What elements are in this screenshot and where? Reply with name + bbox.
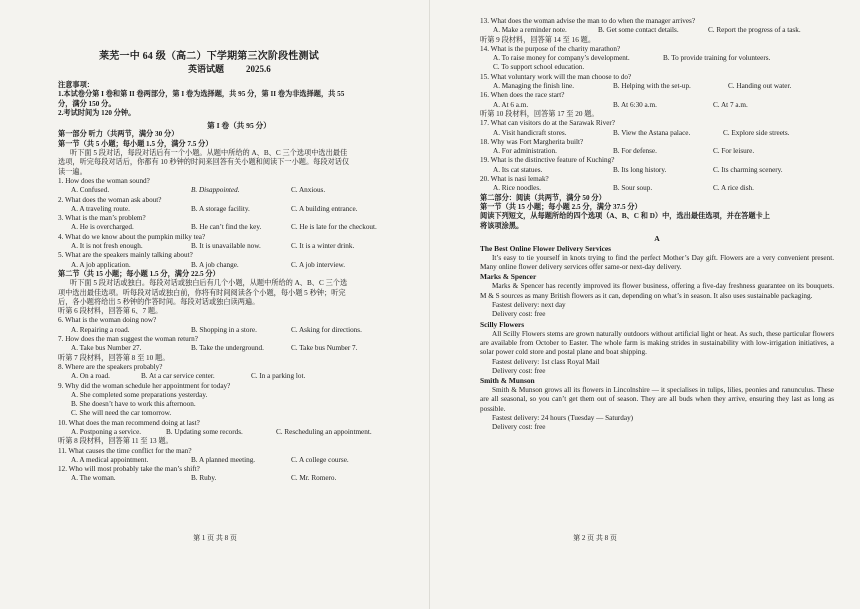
option-row: [58, 205, 420, 214]
option-a: A. Its cat statues.: [493, 165, 543, 174]
option-a: A. Rice noodles.: [493, 184, 541, 193]
question-stem: 11. What causes the time conflict for the man?: [58, 446, 192, 455]
section-heading: 第二节（共 15 小题；每小题 1.5 分，满分 22.5 分）: [58, 269, 220, 278]
directions-line: 读一遍。: [58, 167, 87, 176]
material-instruction: 听第 7 段材料，回答第 8 至 10 题。: [58, 353, 170, 362]
option-c: C. Asking for directions.: [291, 325, 362, 334]
option-row: [58, 474, 420, 483]
note-line: 分，满分 150 分。: [58, 99, 116, 108]
question-stem: 1. How does the woman sound?: [58, 176, 150, 185]
option-row: [58, 261, 420, 270]
subject-label: 英语试题: [188, 64, 225, 74]
material-instruction: 听第 10 段材料，回答第 17 至 20 题。: [480, 109, 599, 118]
option-c: C. She will need the car tomorrow.: [71, 409, 172, 418]
option-b: B. Disappointed.: [191, 186, 240, 195]
option-b: B. Take the underground.: [191, 344, 264, 353]
exam-subtitle: [188, 63, 420, 75]
option-c: C. Explore side streets.: [723, 128, 790, 137]
option-c: C. It is a winter drink.: [291, 242, 355, 251]
vendor-description: All Scilly Flowers stems are grown naturally outdoors without artificial light or heat. As such, these particular flowers are available from October to Easter. The whole farm is making strides in sustainability with low-irrigation initiatives, a solar power cold store and postal plane and boat shipping.: [480, 329, 834, 357]
question-stem: 4. What do we know about the pumpkin milky tea?: [58, 232, 206, 241]
option-a: A. She completed some preparations yesterday.: [71, 390, 208, 399]
option-a: A. Postponing a service.: [71, 427, 142, 436]
notes-heading: 注意事项：: [58, 81, 94, 89]
option-c: C. For leisure.: [713, 147, 755, 156]
option-c: C. A rice dish.: [713, 184, 754, 193]
passage-title: The Best Online Flower Delivery Services: [480, 243, 612, 253]
part-heading: 第二部分：阅读（共两节，满分 50 分）: [480, 193, 606, 202]
option-row: [58, 428, 420, 437]
option-a: A. Take bus Number 27.: [71, 344, 142, 353]
vendor-description: Marks & Spencer has recently improved its flower business, offering a five-day freshness guarantee on its bouquets. M & S sources as many British flowers as it can, depending on what’s in season. It also uses sustainable packaging.: [480, 282, 834, 300]
directions-line: 阅读下列短文，从每题所给的四个选项（A、B、C 和 D）中，选出最佳选项，并在答题卡上: [480, 212, 770, 221]
option-row: [480, 54, 834, 63]
question-stem: 8. Where are the speakers probably?: [58, 362, 163, 371]
material-instruction: 听第 8 段材料，回答第 11 至 13 题。: [58, 437, 173, 446]
option-b: B. Its long history.: [613, 165, 667, 174]
option-b: B. At a car service center.: [141, 372, 215, 381]
directions-line: 后，各小题将给出 5 秒钟的作答时间。每段对话或独白读两遍。: [58, 297, 260, 306]
option-c: C. Report the progress of a task.: [708, 26, 801, 35]
option-a: A. Visit handicraft stores.: [493, 128, 567, 137]
note-line: 2.考试时间为 120 分钟。: [58, 108, 136, 117]
passage-letter: A: [654, 233, 660, 243]
option-b: B. To provide training for volunteers.: [663, 54, 771, 63]
option-row: [58, 372, 420, 381]
option-row: [480, 184, 834, 193]
option-c: C. He is late for the checkout.: [291, 223, 377, 232]
option-a: A. A job application.: [71, 260, 131, 269]
option-a: A. He is overcharged.: [71, 223, 134, 232]
option-row: [58, 326, 420, 335]
question-stem: 16. When does the race start?: [480, 91, 565, 100]
option-b: B. At 6:30 a.m.: [613, 100, 657, 109]
option-b: B. Updating some records.: [166, 427, 243, 436]
option-b: B. She doesn’t have to work this afternoon.: [71, 400, 196, 409]
option-c: C. At 7 a.m.: [713, 100, 748, 109]
option-row: [480, 129, 834, 138]
exam-date: 2025.6: [246, 64, 271, 74]
question-stem: 18. Why was Fort Margherita built?: [480, 137, 584, 146]
option-b: B. It is unavailable now.: [191, 242, 261, 251]
volume-heading: 第 I 卷（共 95 分）: [207, 121, 271, 131]
question-stem: 7. How does the man suggest the woman return?: [58, 335, 198, 344]
question-stem: 5. What are the speakers mainly talking about?: [58, 251, 193, 260]
option-row: [58, 223, 420, 232]
option-c: C. A building entrance.: [291, 204, 358, 213]
option-c: C. Anxious.: [291, 186, 326, 195]
passage-intro: It’s easy to tie yourself in knots trying to find the perfect Mother’s Day gift. Flowers are a very convenient present. Many online flower delivery services offer same-or next-day delivery.: [480, 253, 834, 272]
vendor-heading: Scilly Flowers: [480, 319, 525, 329]
section-heading: 第一节（共 15 小题；每小题 2.5 分，满分 37.5 分）: [480, 202, 642, 211]
option-a: A. It is not fresh enough.: [71, 242, 143, 251]
option-a: A. The woman.: [71, 474, 116, 483]
option-row: [480, 26, 834, 35]
option-b: B. Shopping in a store.: [191, 325, 257, 334]
option-a: A. Confused.: [71, 186, 110, 195]
delivery-cost: Delivery cost: free: [492, 366, 546, 375]
option-row: [480, 101, 834, 110]
option-a: A. At 6 a.m.: [493, 100, 529, 109]
option-b: B. He can’t find the key.: [191, 223, 262, 232]
option-a: A. Repairing a road.: [71, 325, 130, 334]
vendor-description: Smith & Munson grows all its flowers in Lincolnshire — it specialises in tulips, lilies, peonies and ranunculus. These are all seasonal, so you can’t get them out of season. They are all buds when they arrive, ensuring they last as long as possible.: [480, 386, 834, 413]
option-b: B. For defense.: [613, 147, 657, 156]
page-2: [430, 0, 860, 609]
question-stem: 2. What does the woman ask about?: [58, 195, 162, 204]
delivery-cost: Delivery cost: free: [492, 310, 546, 319]
option-a: A. For administration.: [493, 147, 557, 156]
fastest-delivery: Fastest delivery: next day: [492, 301, 566, 310]
option-c: C. A job interview.: [291, 260, 346, 269]
option-a: A. Managing the finish line.: [493, 82, 575, 91]
option-a: A. To raise money for company’s development.: [493, 54, 630, 63]
option-c: C. Mr. Romero.: [291, 474, 337, 483]
material-instruction: 听第 6 段材料，回答第 6、7 题。: [58, 307, 163, 316]
option-b: B. A job change.: [191, 260, 239, 269]
fastest-delivery: Fastest delivery: 1st class Royal Mail: [492, 357, 600, 366]
question-stem: 19. What is the distinctive feature of Kuching?: [480, 156, 615, 165]
directions-line: 选项，听完每段对话后，你都有 10 秒钟的时间来回答有关小题和阅读下一小题。每段对话仅: [58, 158, 350, 167]
option-row: [58, 456, 420, 465]
question-stem: 14. What is the purpose of the charity marathon?: [480, 44, 621, 53]
option-c: C. Its charming scenery.: [713, 165, 783, 174]
option-c: C. Rescheduling an appointment.: [276, 427, 372, 436]
option-row: [480, 82, 834, 91]
question-stem: 20. What is nasi lemak?: [480, 175, 549, 184]
option-row: [480, 147, 834, 156]
option-b: B. Ruby.: [191, 474, 217, 483]
question-stem: 10. What does the man recommend doing at last?: [58, 418, 200, 427]
page-footer: 第 2 页 共 8 页: [573, 534, 617, 542]
directions-line: 听下面 5 段对话，每段对话后有一个小题。从题中所给的 A、B、C 三个选项中选出最佳: [70, 149, 348, 158]
option-b: B. Sour soup.: [613, 184, 653, 193]
option-row: [58, 344, 420, 353]
option-c: C. To support school education.: [493, 63, 585, 72]
exam-title: 莱芜一中 64 级（高二）下学期第三次阶段性测试: [99, 51, 319, 62]
page-footer: 第 1 页 共 8 页: [193, 534, 237, 542]
question-stem: 17. What can visitors do at the Sarawak River?: [480, 119, 615, 128]
part-heading: 第一部分 听力（共两节，满分 30 分）: [58, 130, 179, 139]
material-instruction: 听第 9 段材料，回答第 14 至 16 题。: [480, 35, 596, 44]
vendor-heading: Smith & Munson: [480, 376, 535, 386]
section-heading: 第一节（共 5 小题；每小题 1.5 分，满分 7.5 分）: [58, 139, 213, 148]
note-line: 1.本试卷分第 I 卷和第 II 卷两部分，第 I 卷为选择题，共 95 分，第 II 卷为非选择题，共 55: [58, 90, 345, 99]
option-c: C. In a parking lot.: [251, 372, 306, 381]
question-stem: 6. What is the woman doing now?: [58, 316, 157, 325]
option-b: B. Helping with the set-up.: [613, 82, 691, 91]
option-a: A. On a road.: [71, 372, 110, 381]
question-stem: 9. Why did the woman schedule her appointment for today?: [58, 381, 231, 390]
question-stem: 3. What is the man’s problem?: [58, 214, 146, 223]
directions-line: 项中选出最佳选项。听每段对话或独白前，你将有时间阅读各个小题，每小题 5 秒钟；听完: [58, 288, 346, 297]
option-row: [480, 166, 834, 175]
option-b: B. Get some contact details.: [598, 26, 679, 35]
option-b: B. A planned meeting.: [191, 455, 256, 464]
directions-line: 将该项涂黑。: [480, 221, 524, 230]
question-stem: 15. What voluntary work will the man choose to do?: [480, 72, 632, 81]
option-b: B. View the Astana palace.: [613, 128, 691, 137]
option-c: C. Handing out water.: [728, 82, 792, 91]
option-row: [58, 242, 420, 251]
option-a: A. A traveling route.: [71, 204, 130, 213]
option-a: A. Make a reminder note.: [493, 26, 567, 35]
option-row: [58, 186, 420, 195]
delivery-cost: Delivery cost: free: [492, 423, 546, 432]
option-c: C. A college course.: [291, 455, 349, 464]
fastest-delivery: Fastest delivery: 24 hours (Tuesday — Saturday): [492, 413, 634, 422]
question-stem: 13. What does the woman advise the man to do when the manager arrives?: [480, 17, 696, 25]
question-stem: 12. Who will most probably take the man’s shift?: [58, 465, 200, 474]
option-c: C. Take bus Number 7.: [291, 344, 358, 353]
directions-line: 听下面 5 段对话或独白。每段对话或独白后有几个小题，从题中所给的 A、B、C 三个选: [70, 279, 348, 288]
option-a: A. A medical appointment.: [71, 455, 149, 464]
vendor-heading: Marks & Spencer: [480, 272, 537, 282]
option-b: B. A storage facility.: [191, 204, 250, 213]
